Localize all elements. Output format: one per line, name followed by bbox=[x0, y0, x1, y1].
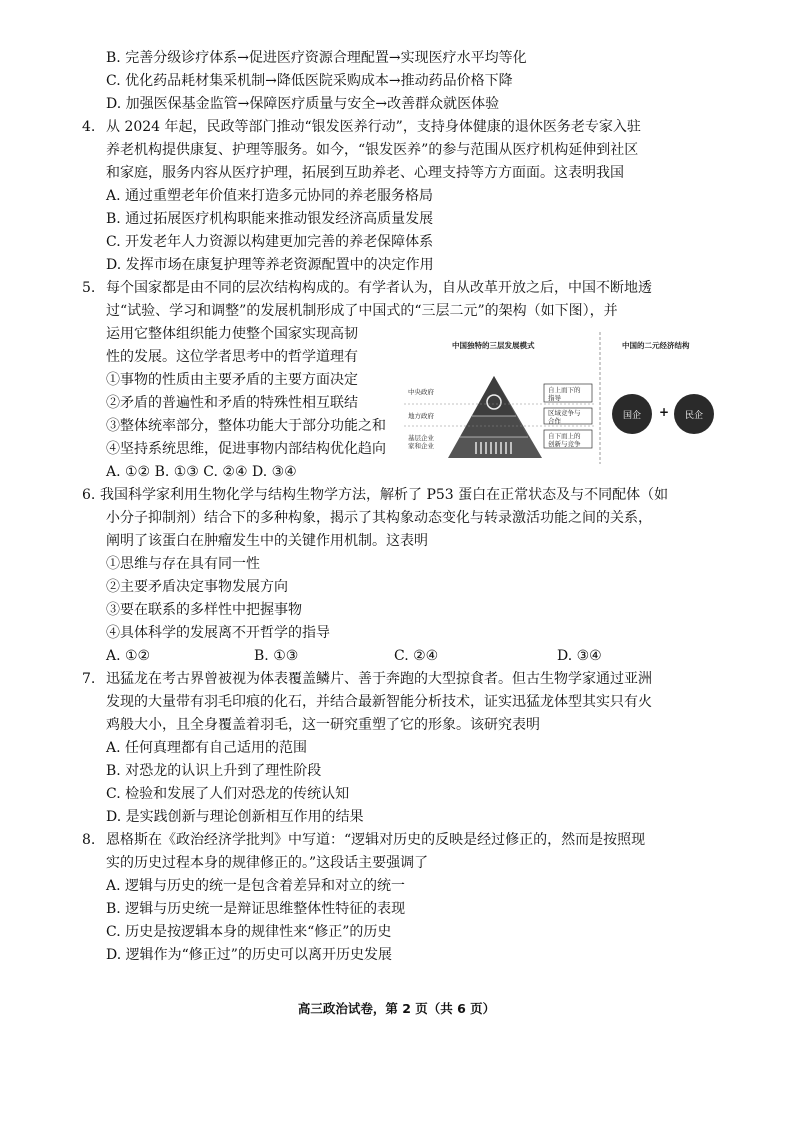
plus-sign: + bbox=[659, 405, 670, 419]
q6-statement: ③要在联系的多样性中把握事物 bbox=[106, 602, 302, 618]
state-enterprise-circle: 国企 bbox=[612, 394, 652, 434]
q5-stem-line: 运用它整体组织能力使整个国家实现高韧 bbox=[106, 326, 358, 342]
q8-stem-line: 恩格斯在《政治经济学批判》中写道：“逻辑对历史的反映是经过修正的，然而是按照现 bbox=[106, 832, 646, 848]
q6-statement: ④具体科学的发展离不开哲学的指导 bbox=[106, 625, 330, 641]
q5-statement: ③整体统率部分，整体功能大于部分功能之和 bbox=[106, 418, 386, 434]
q7-number: 7. bbox=[82, 671, 96, 687]
q6-statement: ②主要矛盾决定事物发展方向 bbox=[106, 579, 288, 595]
tier-label-local: 地方政府 bbox=[408, 412, 434, 420]
q6-number: 6. bbox=[82, 487, 96, 503]
q6-option-d: D. ③④ bbox=[557, 648, 602, 664]
q5-figure bbox=[400, 326, 734, 468]
q7-option-d: D. 是实践创新与理论创新相互作用的结果 bbox=[106, 809, 364, 825]
q5-number: 5. bbox=[82, 280, 96, 296]
q5-stem-line: 每个国家都是由不同的层次结构构成的。有学者认为，自从改革开放之后，中国不断地透 bbox=[106, 280, 652, 296]
q4-option-d: D. 发挥市场在康复护理等养老资源配置中的决定作用 bbox=[106, 257, 434, 273]
note-top-down: 自上而下的 指导 bbox=[548, 386, 581, 402]
q3-option-c: C. 优化药品耗材集采机制→降低医院采购成本→推动药品价格下降 bbox=[106, 73, 513, 89]
q5-statement: ②矛盾的普遍性和矛盾的特殊性相互联结 bbox=[106, 395, 358, 411]
q7-stem-line: 鸡般大小，且全身覆盖着羽毛，这一研究重塑了它的形象。该研究表明 bbox=[106, 717, 540, 733]
q4-stem-line: 和家庭，服务内容从医疗护理，拓展到互助养老、心理支持等方方面面。这表明我国 bbox=[106, 165, 624, 181]
page-footer: 高三政治试卷，第 2 页（共 6 页） bbox=[297, 1001, 496, 1016]
q7-option-c: C. 检验和发展了人们对恐龙的传统认知 bbox=[106, 786, 350, 802]
q7-option-a: A. 任何真理都有自己适用的范围 bbox=[106, 740, 308, 756]
q4-option-b: B. 通过拓展医疗机构职能来推动银发经济高质量发展 bbox=[106, 211, 434, 227]
private-enterprise-circle: 民企 bbox=[674, 394, 714, 434]
q8-option-d: D. 逻辑作为“修正过”的历史可以离开历史发展 bbox=[106, 947, 392, 963]
q6-statement: ①思维与存在具有同一性 bbox=[106, 556, 260, 572]
q6-option-c: C. ②④ bbox=[394, 648, 439, 664]
q6-stem-line: 小分子抑制剂）结合下的多种构象，揭示了其构象动态变化与转录激活功能之间的关系， bbox=[106, 510, 652, 526]
q4-stem-line: 养老机构提供康复、护理等服务。如今，“银发医养”的参与范围从医疗机构延伸到社区 bbox=[106, 142, 639, 158]
q5-options: A. ①② B. ①③ C. ②④ D. ③④ bbox=[106, 464, 297, 480]
q5-stem-line: 性的发展。这位学者思考中的哲学道理有 bbox=[106, 349, 358, 365]
q5-statement: ①事物的性质由主要矛盾的主要方面决定 bbox=[106, 372, 358, 388]
tier-label-enterprise: 基层企业家和企业 bbox=[408, 434, 434, 450]
q8-stem-line: 实的历史过程本身的规律修正的。”这段话主要强调了 bbox=[106, 855, 429, 871]
three-tier-title: 中国独特的三层发展模式 bbox=[452, 341, 535, 350]
tier-label-central: 中央政府 bbox=[408, 388, 434, 396]
q8-option-c: C. 历史是按逻辑本身的规律性来“修正”的历史 bbox=[106, 924, 392, 940]
q7-stem-line: 迅猛龙在考古界曾被视为体表覆盖鳞片、善于奔跑的大型掠食者。但古生物学家通过亚洲 bbox=[106, 671, 652, 687]
q4-number: 4. bbox=[82, 119, 96, 135]
q3-option-b: B. 完善分级诊疗体系→促进医疗资源合理配置→实现医疗水平均等化 bbox=[106, 50, 527, 66]
q6-stem-line: 我国科学家利用生物化学与结构生物学方法，解析了 P53 蛋白在正常状态及与不同配体（如 bbox=[100, 487, 669, 503]
dual-economy-title: 中国的二元经济结构 bbox=[622, 341, 690, 350]
q7-stem-line: 发现的大量带有羽毛印痕的化石，并结合最新智能分析技术，证实迅猛龙体型其实只有火 bbox=[106, 694, 652, 710]
q5-statement: ④坚持系统思维，促进事物内部结构优化趋向 bbox=[106, 441, 386, 457]
q3-option-d: D. 加强医保基金监管→保障医疗质量与安全→改善群众就医体验 bbox=[106, 96, 500, 112]
q5-stem-line: 过“试验、学习和调整”的发展机制形成了中国式的“三层二元”的架构（如下图），并 bbox=[106, 303, 618, 319]
q6-stem-line: 阐明了该蛋白在肿瘤发生中的关键作用机制。这表明 bbox=[106, 533, 428, 549]
q4-option-c: C. 开发老年人力资源以构建更加完善的养老保障体系 bbox=[106, 234, 434, 250]
q8-option-b: B. 逻辑与历史统一是辩证思维整体性特征的表现 bbox=[106, 901, 406, 917]
q7-option-b: B. 对恐龙的认识上升到了理性阶段 bbox=[106, 763, 322, 779]
note-regional: 区域竞争与 合作 bbox=[548, 409, 581, 425]
q6-option-a: A. ①② bbox=[106, 648, 151, 664]
q8-number: 8. bbox=[82, 832, 96, 848]
q4-stem-line: 从 2024 年起，民政等部门推动“银发医养行动”，支持身体健康的退休医务老专家入驻 bbox=[106, 119, 641, 135]
note-bottom-up: 自下而上的 创新与竞争 bbox=[548, 432, 581, 448]
q4-option-a: A. 通过重塑老年价值来打造多元协同的养老服务格局 bbox=[106, 188, 434, 204]
q8-option-a: A. 逻辑与历史的统一是包含着差异和对立的统一 bbox=[106, 878, 406, 894]
q6-option-b: B. ①③ bbox=[254, 648, 299, 664]
